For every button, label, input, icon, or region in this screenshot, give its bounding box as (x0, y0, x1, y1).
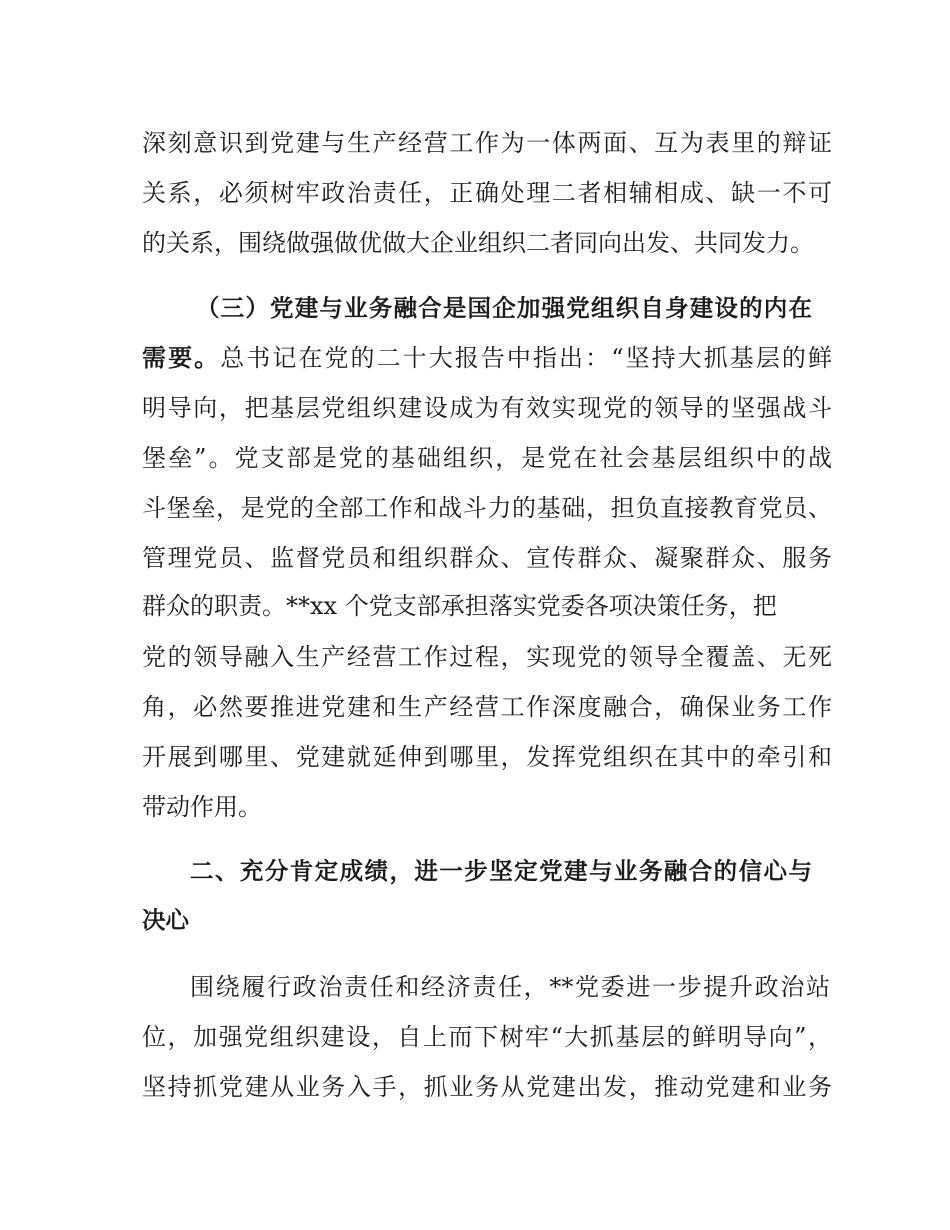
section-3-line-9: 开展到哪里、党建就延伸到哪里，发挥党组织在其中的牵引和 (142, 743, 832, 771)
last-paragraph-line-2: 位，加强党组织建设，自上而下树牢“大抓基层的鲜明导向”， (142, 1023, 832, 1051)
paragraph-1-line-3: 的关系，围绕做强做优做大企业组织二者同向出发、共同发力。 (142, 229, 814, 257)
section-3-line-8: 角，必然要推进党建和生产经营工作深度融合，确保业务工作 (142, 693, 832, 721)
paragraph-1-line-1: 深刻意识到党建与生产经营工作为一体两面、互为表里的辩证 (142, 129, 832, 157)
last-paragraph-line-3: 坚持抓党建从业务入手，抓业务从党建出发，推动党建和业务 (142, 1073, 832, 1101)
section-3-line-10: 带动作用。 (142, 793, 262, 821)
section-3-line-2: 明导向，把基层党组织建设成为有效实现党的领导的坚强战斗 (142, 394, 832, 422)
section-3-line-5: 管理党员、监督党员和组织群众、宣传群众、凝聚群众、服务 (142, 544, 832, 572)
section-3-line-6: 群众的职责。**xx 个党支部承担落实党委各项决策任务，把 (142, 592, 777, 620)
section-3-line-1 (142, 338, 832, 378)
section-3-line-3: 堡垒”。党支部是党的基础组织，是党在社会基层组织中的战 (142, 444, 832, 472)
section-3-line-7: 党的领导融入生产经营工作过程，实现党的领导全覆盖、无死 (142, 643, 832, 671)
section-two-heading-line-1: 二、充分肯定成绩，进一步坚定党建与业务融合的信心与 (190, 857, 812, 885)
section-3-line-4: 斗堡垒，是党的全部工作和战斗力的基础，担负直接教育党员、 (142, 494, 832, 522)
section-3-line-1-rest: 总书记在党的二十大报告中指出：“坚持大抓基层的鲜 (220, 344, 832, 372)
section-3-heading-tail: 需要。 (142, 344, 221, 372)
section-3-heading: （三）党建与业务融合是国企加强党组织自身建设的内在 (196, 294, 812, 322)
last-paragraph-line-1: 围绕履行政治责任和经济责任，**党委进一步提升政治站 (190, 973, 830, 1001)
section-two-heading-line-2: 决心 (142, 906, 189, 934)
paragraph-1-line-2: 关系，必须树牢政治责任，正确处理二者相辅相成、缺一不可 (142, 179, 832, 207)
